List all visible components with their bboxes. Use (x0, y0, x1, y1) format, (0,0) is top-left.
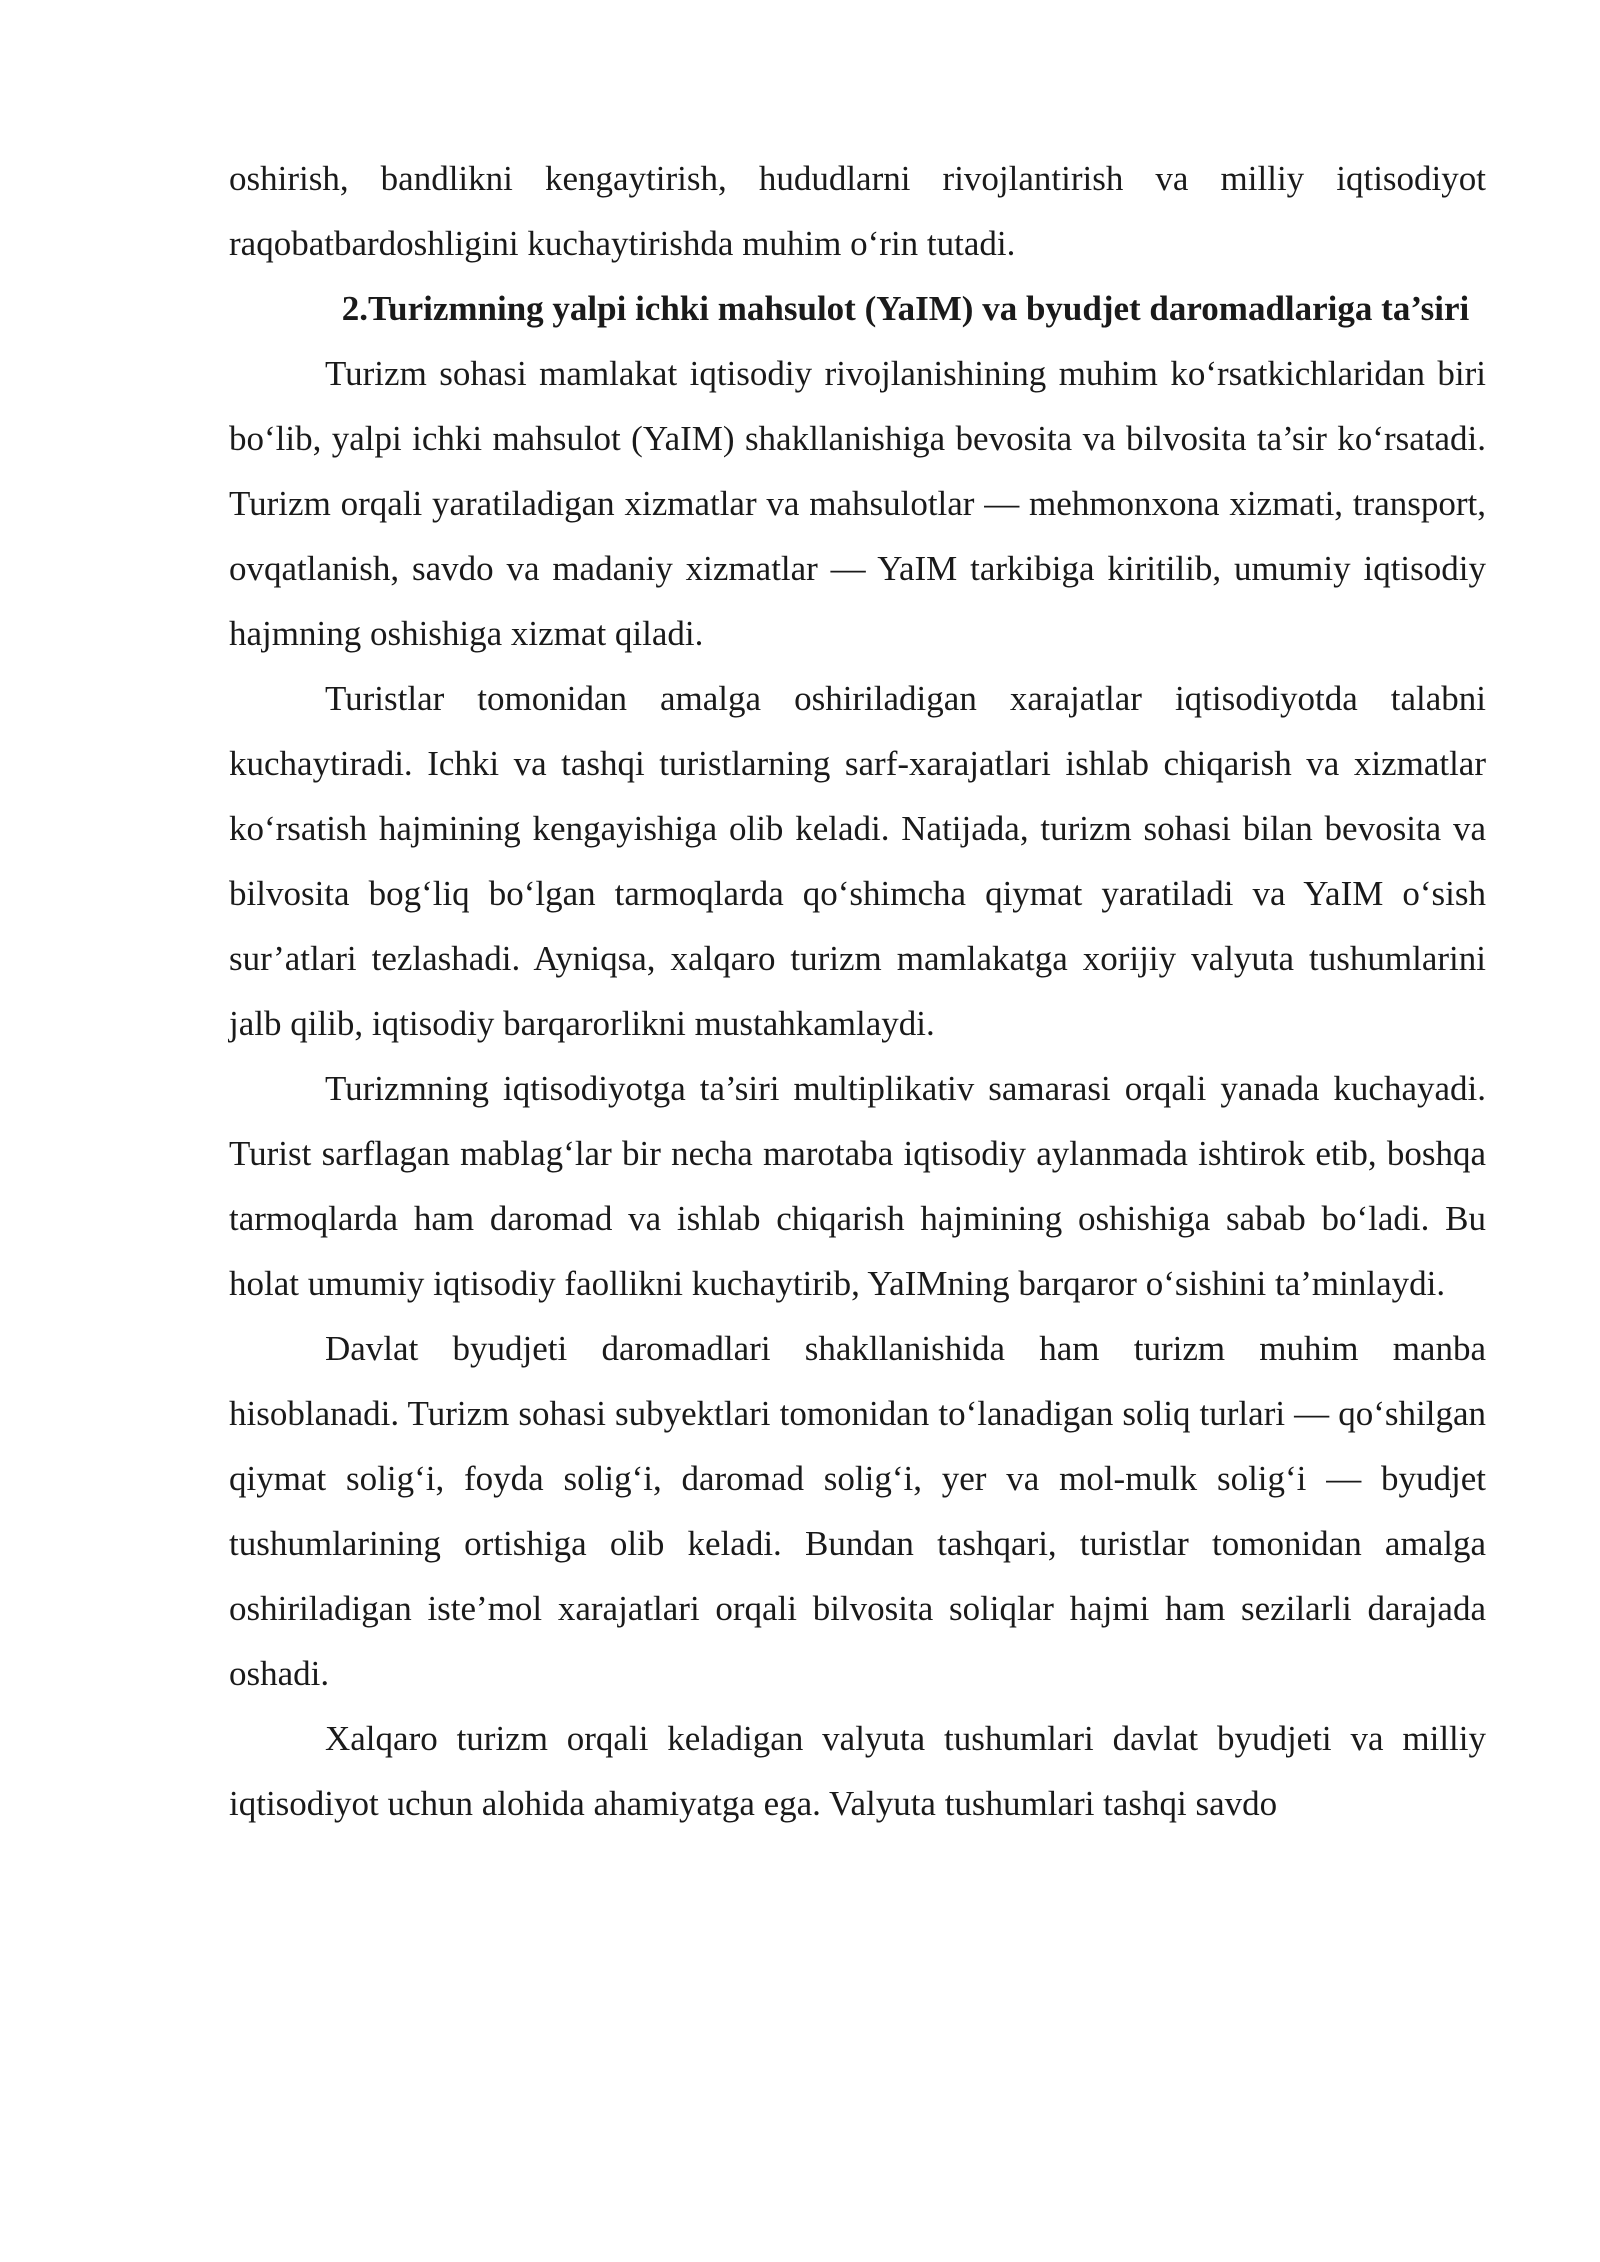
body-paragraph: Turistlar tomonidan amalga oshiriladigan xarajatlar iqtisodiyotda talabni kuchaytiradi. Ichki va tashqi turistlarning sarf-xarajatlari ishlab chiqarish va xizmatlar ko‘rsatish hajmining kengayishiga olib keladi. Natijada, turizm sohasi bilan bevosita va bilvosita bog‘liq bo‘lgan tarmoqlarda qo‘shimcha qiymat yaratiladi va YaIM o‘sish sur’atlari tezlashadi. Ayniqsa, xalqaro turizm mamlakatga xorijiy valyuta tushumlarini jalb qilib, iqtisodiy barqarorlikni mustahkamlaydi. (229, 679, 1486, 1043)
body-paragraph: Davlat byudjeti daromadlari shakllanishida ham turizm muhim manba hisoblanadi. Turizm sohasi subyektlari tomonidan to‘lanadigan soliq turlari — qo‘shilgan qiymat solig‘i, foyda solig‘i, daromad solig‘i, yer va mol-mulk solig‘i — byudjet tushumlarining ortishiga olib keladi. Bundan tashqari, turistlar tomonidan amalga oshiriladigan iste’mol xarajatlari orqali bilvosita soliqlar hajmi ham sezilarli darajada oshadi. (229, 1329, 1486, 1693)
document-body (229, 146, 1486, 1836)
body-paragraph: Xalqaro turizm orqali keladigan valyuta tushumlari davlat byudjeti va milliy iqtisodiyot uchun alohida ahamiyatga ega. Valyuta tushumlari tashqi savdo (229, 1719, 1486, 1823)
body-paragraph: Turizmning iqtisodiyotga ta’siri multiplikativ samarasi orqali yanada kuchayadi. Turist sarflagan mablag‘lar bir necha marotaba iqtisodiy aylanmada ishtirok etib, boshqa tarmoqlarda ham daromad va ishlab chiqarish hajmining oshishiga sabab bo‘ladi. Bu holat umumiy iqtisodiy faollikni kuchaytirib, YaIMning barqaror o‘sishini ta’minlaydi. (229, 1069, 1486, 1303)
body-paragraph: Turizm sohasi mamlakat iqtisodiy rivojlanishining muhim ko‘rsatkichlaridan biri bo‘lib, yalpi ichki mahsulot (YaIM) shakllanishiga bevosita va bilvosita ta’sir ko‘rsatadi. Turizm orqali yaratiladigan xizmatlar va mahsulotlar — mehmonxona xizmati, transport, ovqatlanish, savdo va madaniy xizmatlar — YaIM tarkibiga kiritilib, umumiy iqtisodiy hajmning oshishiga xizmat qiladi. (229, 354, 1486, 653)
continued-paragraph: oshirish, bandlikni kengaytirish, hududlarni rivojlantirish va milliy iqtisodiyot raqobatbardoshligini kuchaytirishda muhim o‘rin tutadi. (229, 159, 1486, 263)
section-heading: 2.Turizmning yalpi ichki mahsulot (YaIM) va byudjet daromadlariga ta’siri (341, 289, 1470, 328)
